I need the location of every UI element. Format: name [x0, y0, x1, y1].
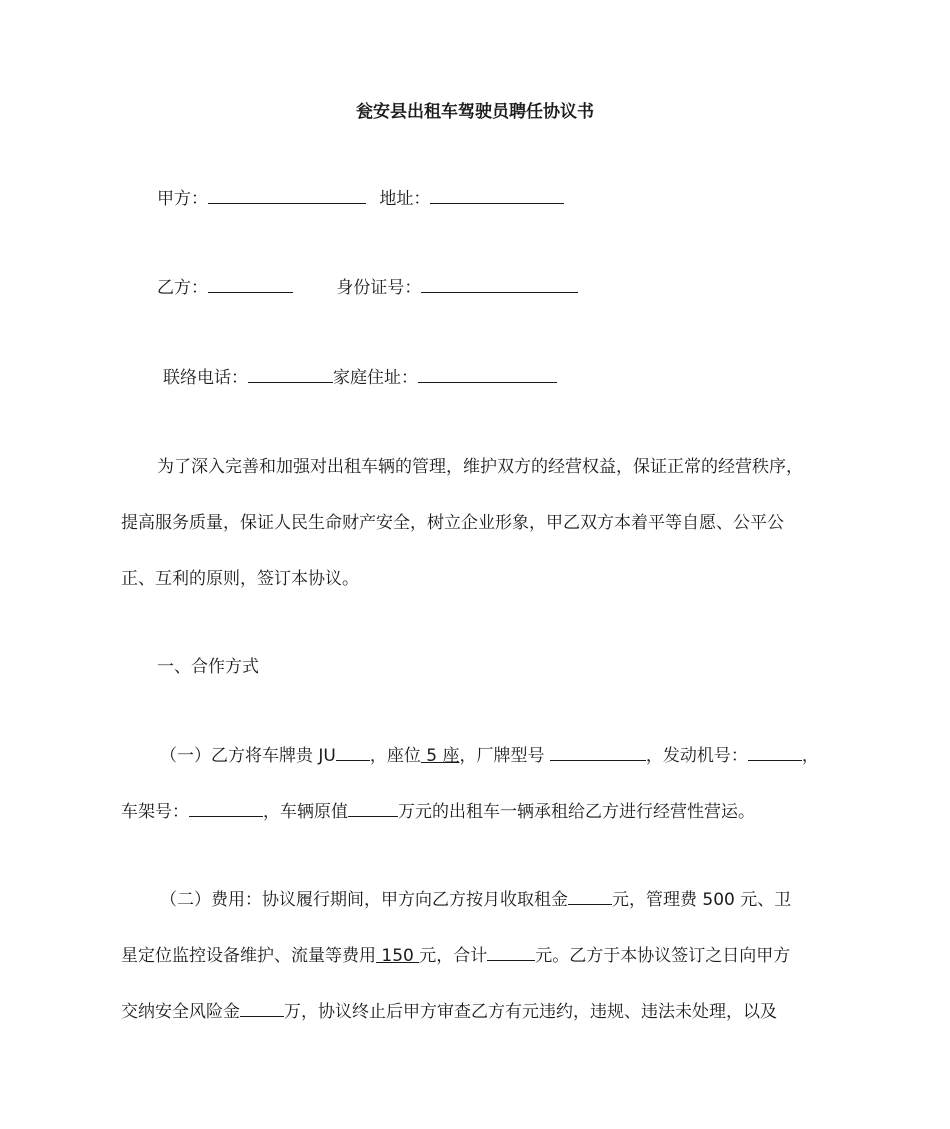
- section-1-heading: 一、合作方式: [157, 657, 259, 677]
- clause-1-text-b: ，座位: [369, 746, 421, 766]
- phone-label: 联络电话：: [163, 368, 248, 388]
- clause-2-line-1: [160, 888, 791, 912]
- clause-1-text-e: ，: [801, 746, 819, 766]
- clause-1-text-c: ，厂牌型号: [459, 746, 550, 766]
- service-fee: 150: [376, 946, 420, 966]
- clause-1-text-g: ，车辆原值: [263, 802, 348, 822]
- home-blank[interactable]: [418, 366, 557, 383]
- party-b-blank[interactable]: [208, 276, 293, 293]
- frame-blank[interactable]: [189, 800, 263, 817]
- clause-1-line-1: [160, 744, 819, 768]
- total-blank[interactable]: [487, 944, 535, 961]
- engine-blank[interactable]: [748, 744, 802, 761]
- party-b-label: 乙方：: [157, 278, 208, 298]
- intro-line-1: 为了深入完善和加强对出租车辆的管理，维护双方的经营权益，保证正常的经营秩序，: [157, 457, 803, 477]
- clause-1-line-2: [121, 800, 755, 824]
- party-b-line: [157, 276, 578, 300]
- clause-1-text-f: 车架号：: [121, 802, 189, 822]
- clause-2-text-b: 元，管理费 500 元、卫: [612, 890, 792, 910]
- seat-count: 5 座: [420, 746, 460, 766]
- clause-1-text-d: ，发动机号：: [645, 746, 748, 766]
- value-blank[interactable]: [348, 800, 398, 817]
- party-a-line: [157, 187, 564, 211]
- id-label: 身份证号：: [336, 278, 422, 298]
- clause-2-text-a: （二）费用：协议履行期间，甲方向乙方按月收取租金: [160, 890, 568, 910]
- deposit-blank[interactable]: [240, 1000, 284, 1017]
- phone-blank[interactable]: [248, 366, 333, 383]
- intro-line-2: 提高服务质量，保证人民生命财产安全，树立企业形象，甲乙双方本着平等自愿、公平公: [121, 513, 784, 533]
- address-blank[interactable]: [430, 187, 564, 204]
- party-a-label: 甲方：: [157, 189, 208, 209]
- model-blank[interactable]: [550, 744, 646, 761]
- clause-2-text-e: 元。乙方于本协议签订之日向甲方: [535, 946, 791, 966]
- intro-line-3: 正、互利的原则，签订本协议。: [121, 569, 359, 589]
- clause-2-text-f: 交纳安全风险金: [121, 1002, 240, 1022]
- clause-1-text-h: 万元的出租车一辆承租给乙方进行经营性营运。: [398, 802, 755, 822]
- address-label: 地址：: [379, 189, 431, 209]
- contact-line: [163, 366, 557, 390]
- clause-2-text-g: 万，协议终止后甲方审查乙方有元违约，违规、违法未处理，以及: [284, 1002, 777, 1022]
- clause-2-text-d: 元，合计: [419, 946, 488, 966]
- rent-blank[interactable]: [568, 888, 612, 905]
- clause-2-line-2: [121, 944, 790, 968]
- id-blank[interactable]: [421, 276, 578, 293]
- plate-blank[interactable]: [336, 744, 370, 761]
- party-a-blank[interactable]: [208, 187, 366, 204]
- clause-1-text-a: （一）乙方将车牌贵 JU: [160, 746, 336, 766]
- home-label: 家庭住址：: [333, 368, 418, 388]
- clause-2-line-3: [121, 1000, 777, 1024]
- clause-2-text-c: 星定位监控设备维护、流量等费用: [121, 946, 376, 966]
- document-title: 瓮安县出租车驾驶员聘任协议书: [356, 102, 594, 122]
